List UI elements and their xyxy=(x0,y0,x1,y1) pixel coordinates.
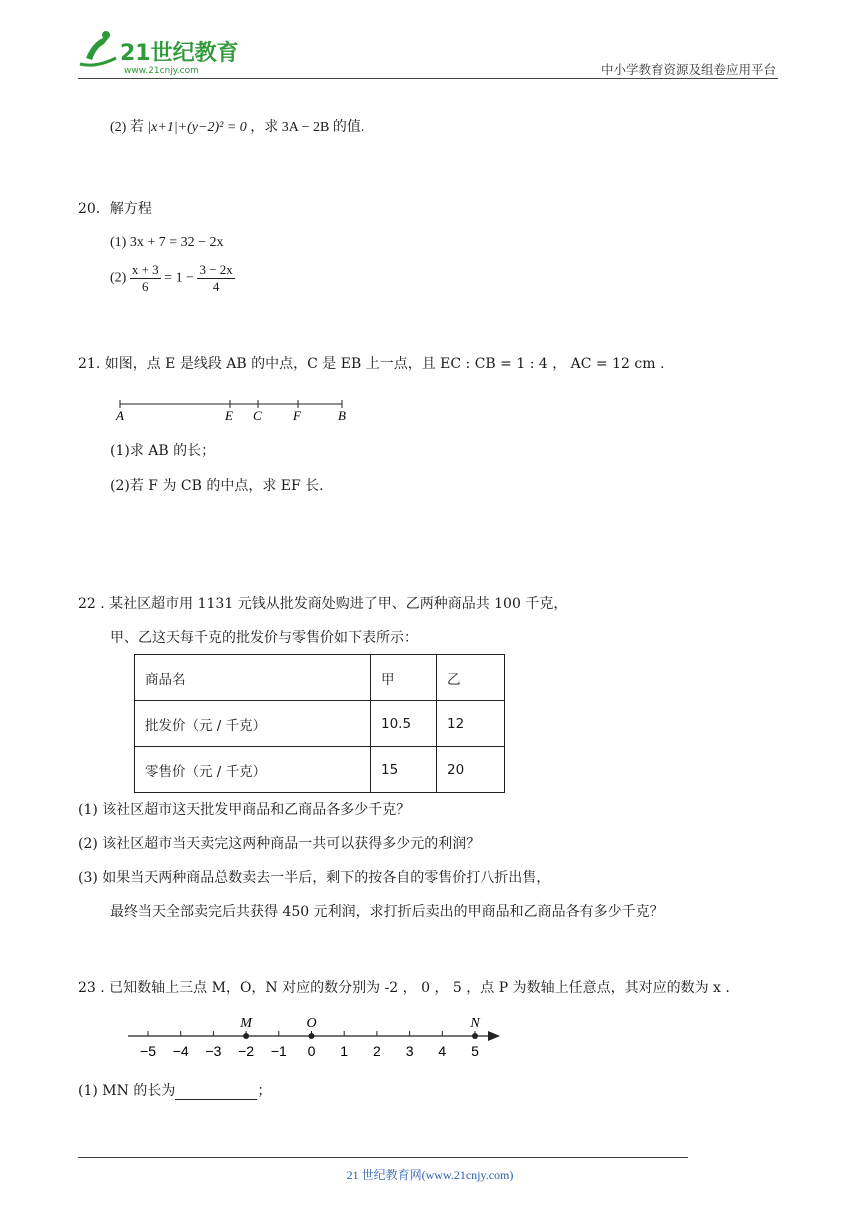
axis-tick-label: −3 xyxy=(205,1043,222,1059)
table-cell: 零售价（元 / 千克） xyxy=(135,747,371,793)
footer-text: 21 世纪教育网(www.21cnjy.com) xyxy=(346,1168,514,1182)
table-row xyxy=(135,747,505,793)
fraction-denominator: 6 xyxy=(142,279,149,294)
fraction-numerator: 3 − 2x xyxy=(199,262,233,277)
axis-point xyxy=(243,1033,249,1039)
q22-part1: (1) 该社区超市这天批发甲商品和乙商品各多少千克？ xyxy=(78,802,411,818)
answer-blank[interactable] xyxy=(175,1086,257,1100)
table-cell: 乙 xyxy=(437,655,505,701)
axis-tick-label: 3 xyxy=(405,1043,414,1059)
q20-part2 xyxy=(110,262,235,295)
q20-fraction-1 xyxy=(130,262,161,295)
table-cell: 10.5 xyxy=(371,701,437,747)
q21-part1: (1)求 AB 的长； xyxy=(110,443,216,459)
table-cell: 商品名 xyxy=(135,655,371,701)
point-label-c: C xyxy=(253,408,262,423)
axis-tick-label: −4 xyxy=(172,1043,189,1059)
table-cell: 20 xyxy=(437,747,505,793)
table-cell: 甲 xyxy=(371,655,437,701)
q20-part2-mid: = 1 − xyxy=(164,270,194,286)
site-logo xyxy=(76,28,256,76)
footer-divider xyxy=(78,1157,688,1158)
axis-tick-label: 1 xyxy=(340,1043,349,1059)
table-cell: 批发价（元 / 千克） xyxy=(135,701,371,747)
table-cell: 12 xyxy=(437,701,505,747)
q19-part2-prefix: (2) 若 xyxy=(110,120,144,135)
axis-point-label: M xyxy=(240,1016,252,1031)
point-label-e: E xyxy=(225,408,233,423)
q23-part1-suffix: ； xyxy=(257,1083,272,1099)
q21-part2: (2)若 F 为 CB 的中点，求 EF 长. xyxy=(110,478,324,494)
axis-point xyxy=(472,1033,478,1039)
fraction-numerator: x + 3 xyxy=(131,262,159,277)
q22-part3-line2: 最终当天全部卖完后共获得 450 元利润，求打折后卖出的甲商品和乙商品各有多少千克？ xyxy=(110,904,664,920)
axis-tick-label: 0 xyxy=(307,1043,316,1059)
q23-part1 xyxy=(78,1082,271,1100)
segment-diagram xyxy=(112,398,352,424)
q20-title: 20．解方程 xyxy=(78,201,152,217)
q23-part1-prefix: (1) MN 的长为 xyxy=(78,1083,176,1099)
q20-part2-label: (2) xyxy=(110,270,127,286)
axis-tick-label: −2 xyxy=(238,1043,255,1059)
point-label-b: B xyxy=(338,408,346,423)
q22-part2: (2) 该社区超市当天卖完这两种商品一共可以获得多少元的利润？ xyxy=(78,836,481,852)
axis-point xyxy=(309,1033,315,1039)
table-cell: 15 xyxy=(371,747,437,793)
axis-tick-label: 2 xyxy=(373,1043,381,1059)
axis-arrow-icon xyxy=(488,1031,500,1041)
q22-stem-2: 甲、乙这天每千克的批发价与零售价如下表所示： xyxy=(110,630,418,646)
logo-text: 21世纪教育 xyxy=(120,41,239,66)
q19-part2 xyxy=(110,119,364,137)
axis-point-label: N xyxy=(470,1016,480,1031)
q23-stem: 23 . 已知数轴上三点 M，O，N 对应的数分别为 -2 ， 0 ， 5 ，点 P 为数轴上任意点，其对应的数为 x . xyxy=(78,980,730,996)
q22-stem-1: 22 . 某社区超市用 1131 元钱从批发商处购进了甲、乙两种商品共 100 千克， xyxy=(78,596,568,612)
q20-part1: (1) 3x + 7 = 32 − 2x xyxy=(110,235,224,250)
table-row xyxy=(135,655,505,701)
q19-part2-expr: |x+1|+(y−2)² = 0 xyxy=(147,120,247,135)
price-table xyxy=(134,654,505,793)
header-divider xyxy=(78,78,778,79)
axis-tick-label: −5 xyxy=(140,1043,156,1059)
q22-part3-line1: (3) 如果当天两种商品总数卖去一半后，剩下的按各自的零售价打八折出售， xyxy=(78,870,551,886)
number-line xyxy=(120,1010,510,1066)
q21-stem: 21. 如图，点 E 是线段 AB 的中点，C 是 EB 上一点，且 EC : CB = 1 : 4 ， AC = 12 cm . xyxy=(78,356,665,372)
site-name: 中小学教育资源及组卷应用平台 xyxy=(600,62,776,77)
axis-tick-label: 5 xyxy=(471,1043,479,1059)
fraction-denominator: 4 xyxy=(212,279,220,294)
axis-point-label: O xyxy=(306,1016,317,1031)
point-label-f: F xyxy=(293,408,301,423)
table-row xyxy=(135,701,505,747)
q20-fraction-2 xyxy=(197,262,234,295)
q19-part2-suffix: ，求 3A − 2B 的值. xyxy=(250,120,365,135)
logo-subtext: www.21cnjy.com xyxy=(124,66,199,76)
axis-tick-label: 4 xyxy=(438,1043,447,1059)
point-label-a: A xyxy=(116,408,124,423)
axis-tick-label: −1 xyxy=(270,1043,287,1059)
